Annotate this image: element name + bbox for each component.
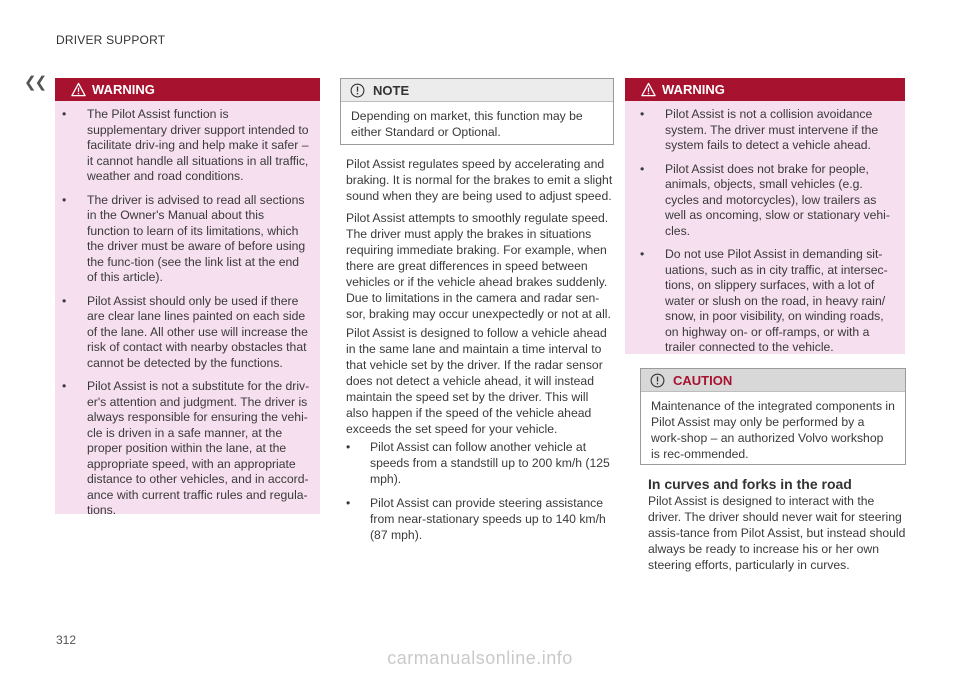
page-number: 312 (56, 633, 77, 647)
caution-title: CAUTION (673, 372, 733, 388)
note-text: Depending on market, this function may be either Standard or Optional. (351, 109, 583, 139)
list-item: • Do not use Pilot Assist in demanding sit-uations, such as in city traffic, at intersec-tions, on slippery surfaces, with a lot of water or slush on the road, in heavy rain/ snow, in poor visibility, on winding roads, on highway on- or off-ramps, or with a trailer connected to the vehicle. (640, 247, 888, 354)
caution-header (641, 369, 905, 392)
body-paragraph: Pilot Assist is designed to follow a vehicle ahead in the same lane and maintain a time interval to that vehicle set by the driver. If the radar sensor does not detect a vehicle ahead, it will instead maintain the speed set by the driver. This will also happen if the speed of the vehicle ahead exceeds the set speed for your vehicle. (346, 326, 607, 436)
list-item: • The Pilot Assist function is supplementary driver support intended to facilitate driv-ing and help make it safer – it cannot handle all situations in all traffic, weather and road conditions. (62, 107, 309, 183)
note-box (340, 78, 614, 145)
back-chevron-icon[interactable]: ❮❮ (24, 74, 46, 91)
caution-box (640, 368, 906, 465)
exclamation-circle-icon (650, 373, 665, 388)
page-header: DRIVER SUPPORT (56, 33, 166, 47)
list-item: • Pilot Assist is not a collision avoidance system. The driver must intervene if the system fails to detect a vehicle ahead. (640, 107, 879, 152)
warning-header (55, 78, 320, 101)
list-item: • Pilot Assist can provide steering assistance from near-stationary speeds up to 140 km/h (87 mph). (346, 496, 606, 542)
body-paragraph: Pilot Assist regulates speed by accelerating and braking. It is normal for the brakes to emit a slight sound when they are being used to adjust speed. (346, 157, 613, 203)
list-item: • Pilot Assist can follow another vehicle at speeds from a standstill up to 200 km/h (125 mph). (346, 440, 610, 486)
warning-header (625, 78, 905, 101)
caution-text: Maintenance of the integrated components in Pilot Assist may only be performed by a work-shop – an authorized Volvo workshop is rec-ommended. (651, 399, 895, 461)
note-header (341, 79, 613, 102)
section-heading: In curves and forks in the road (648, 476, 852, 492)
list-item: • Pilot Assist should only be used if there are clear lane lines painted on each side of the lane. All other use will increase the risk of contact with nearby obstacles that cannot be detected by the functions. (62, 293, 308, 370)
warning-list (55, 101, 320, 537)
warning-box-left (55, 78, 320, 517)
list-item: • Pilot Assist is not a substitute for the driv-er's attention and judgment. The driver is always responsible for ensuring the vehi-cle is driven in a safe manner, at the proper position within the lane, at the appropriate speed, with an appropriate distance to other vehicles, and in accord-ance with current traffic rules and regula-tions. (62, 379, 310, 517)
warning-triangle-icon (641, 82, 656, 97)
note-title: NOTE (373, 82, 410, 98)
warning-triangle-icon (71, 82, 86, 97)
info-circle-icon (350, 83, 365, 98)
warning-list (625, 101, 905, 374)
body-paragraph: Pilot Assist is designed to interact with the driver. The driver should never wait for steering assis-tance from Pilot Assist, but instead should always be ready to increase his or her own steering efforts, particularly in curves. (648, 494, 906, 572)
warning-title: WARNING (662, 82, 725, 97)
warning-box-right (625, 78, 905, 354)
feature-list (340, 439, 614, 551)
list-item: • Pilot Assist does not brake for people, animals, objects, small vehicles (e.g. cycles and motorcycles), low trailers as well as oncoming, slow or stationary vehi-cles. (640, 161, 890, 238)
warning-title: WARNING (92, 82, 155, 97)
body-paragraph: Pilot Assist attempts to smoothly regulate speed. The driver must apply the brakes in situations requiring immediate braking. For example, when there are great differences in speed between vehicles or if the vehicle ahead brakes suddenly. Due to limitations in the camera and radar sen-sor, braking may occur unexpectedly or not at all. (346, 211, 611, 321)
watermark: carmanualsonline.info (387, 648, 573, 668)
list-item: • The driver is advised to read all sections in the Owner's Manual about this function to learn of its limitations, which the driver must be aware of before using the func-tion (see the link list at the end of this article). (62, 192, 306, 284)
